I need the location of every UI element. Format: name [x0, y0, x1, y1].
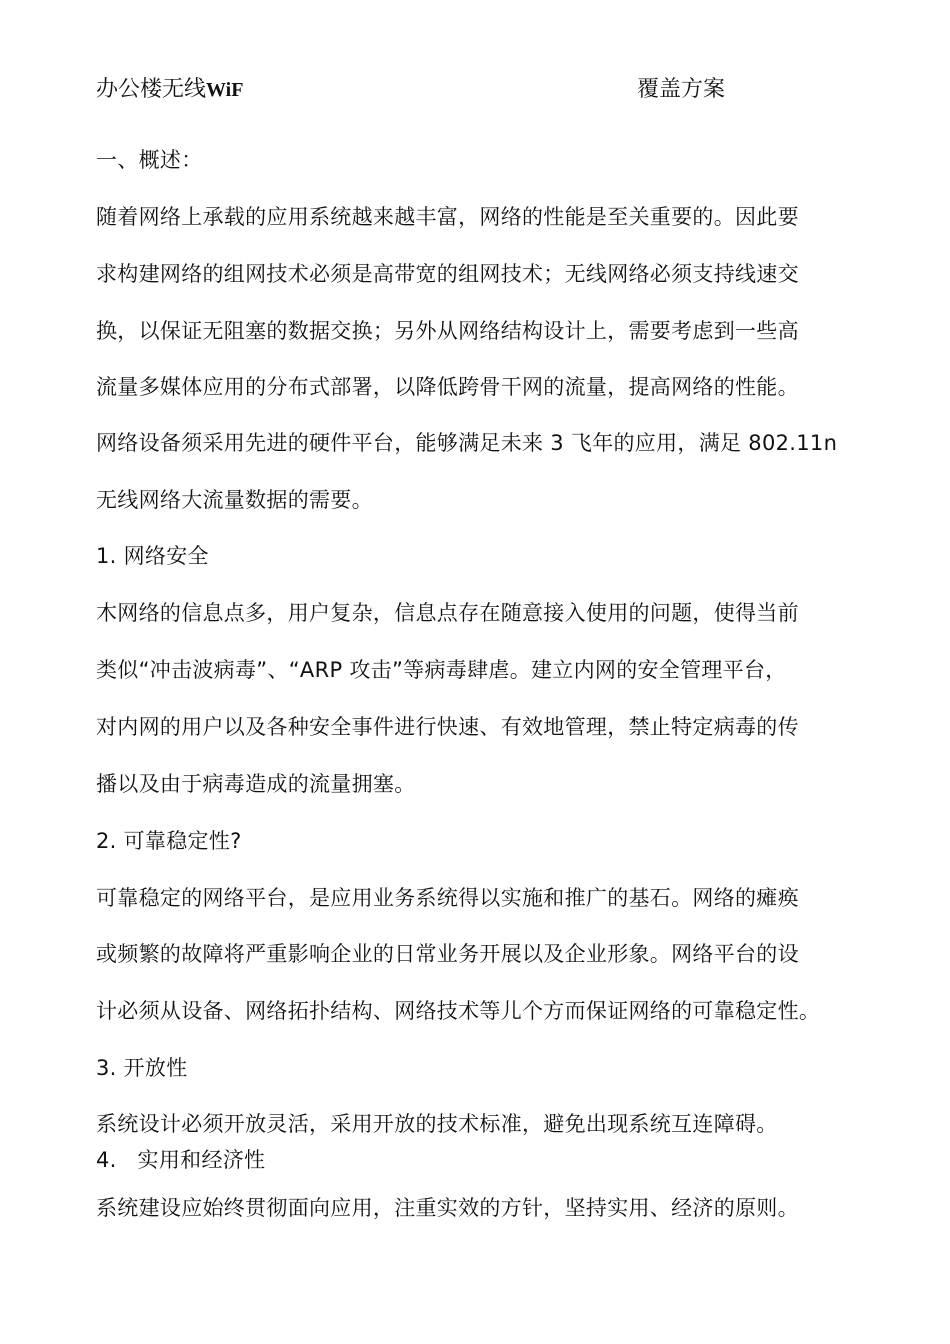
paragraph-line: 无线网络大流量数据的需要。 [96, 488, 373, 512]
paragraph-line: 木网络的信息点多，用户复杂，信息点存在随意接入使用的问题，使得当前 [96, 601, 799, 625]
item-heading-openness: 3. 开放性 [96, 1056, 188, 1080]
item-heading-practicality: 4. 实用和经济性 [96, 1148, 266, 1172]
paragraph-line: 随着网络上承载的应用系统越来越丰富，网络的性能是至关重要的。因此要 [96, 205, 799, 229]
paragraph-line: 对内网的用户以及各种安全事件进行快速、有效地管理，禁止特定病毒的传 [96, 715, 799, 739]
paragraph-line: 或频繁的故障将严重影响企业的日常业务开展以及企业形象。网络平台的设 [96, 942, 799, 966]
section-heading-overview: 一、概述： [96, 148, 203, 172]
item-heading-security: 1. 网络安全 [96, 544, 209, 568]
document-title-left [96, 76, 243, 104]
paragraph-line: 网络设备须采用先进的硬件平台，能够满足未来 3 飞年的应用，满足 802.11n [96, 431, 838, 455]
paragraph-line: 求构建网络的组网技术必须是高带宽的组网技术；无线网络必须支持线速交 [96, 262, 799, 286]
paragraph-line: 播以及由于病毒造成的流量拥塞。 [96, 772, 416, 796]
paragraph-line: 可靠稳定的网络平台，是应用业务系统得以实施和推广的基石。网络的瘫痪 [96, 886, 799, 910]
document-title-right: 覆盖方案 [637, 77, 726, 102]
paragraph-line: 类似“冲击波病毒”、“ARP 攻击”等病毒肆虐。建立内网的安全管理平台， [96, 658, 787, 682]
item-heading-reliability: 2. 可靠稳定性? [96, 829, 242, 853]
paragraph-line: 换，以保证无阻塞的数据交换；另外从网络结构设计上，需要考虑到一些高 [96, 319, 799, 343]
paragraph-line: 流量多媒体应用的分布式部署，以降低跨骨干网的流量，提高网络的性能。 [96, 375, 799, 399]
paragraph-line: 系统建设应始终贯彻面向应用，注重实效的方针，坚持实用、经济的原则。 [96, 1196, 799, 1220]
title-latin: WiF [206, 79, 244, 101]
paragraph-line: 系统设计必须开放灵活，采用开放的技术标准，避免出现系统互连障碍。 [96, 1112, 778, 1136]
paragraph-line: 计必须从设备、网络拓扑结构、网络技术等儿个方而保证网络的可靠稳定性。 [96, 999, 821, 1023]
title-cjk: 办公楼无线 [96, 77, 207, 102]
